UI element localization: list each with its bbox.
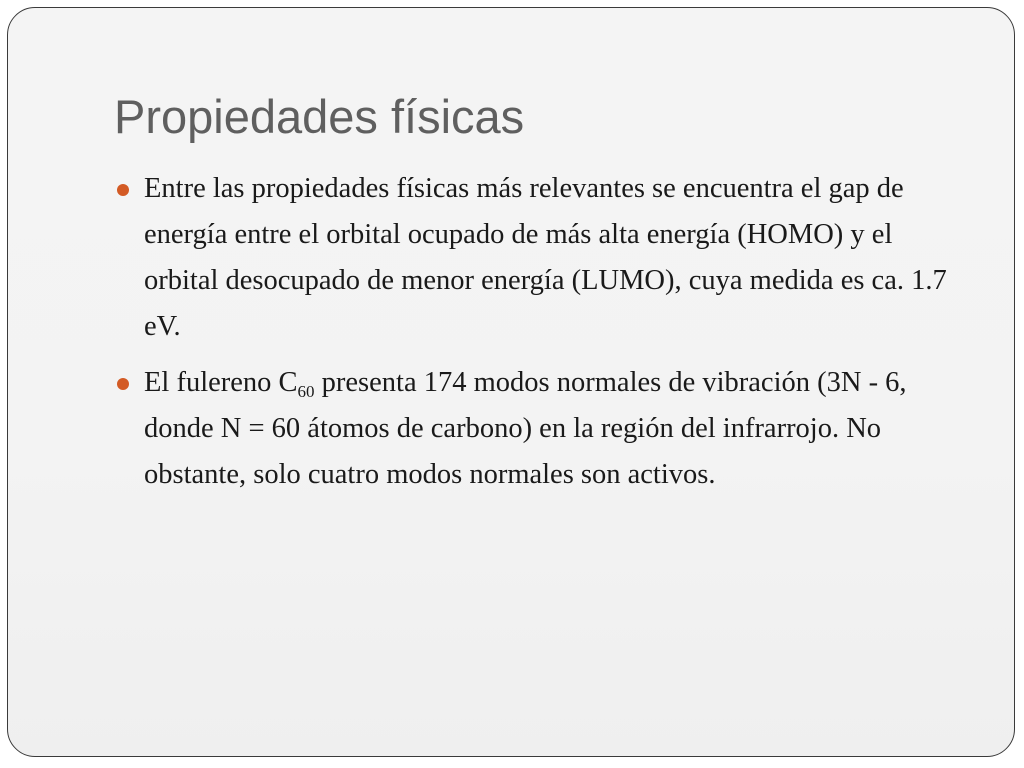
bullet-dot-icon	[117, 184, 129, 196]
bullet-text-vibration-start: El fulereno C	[144, 367, 298, 398]
slide-title: Propiedades físicas	[114, 90, 525, 143]
bullet-item-gap	[117, 166, 947, 350]
bullet-list	[117, 166, 947, 498]
bullet-dot-icon	[117, 378, 129, 390]
bullet-text-gap: Entre las propiedades físicas más relevantes se encuentra el gap de energía entre el orbital ocupado de más alta energía (HOMO) y el orbital desocupado de menor energía (LUMO), cuya medida es ca. 1.7 eV.	[144, 173, 947, 342]
bullet-item-vibration	[117, 360, 947, 498]
bullet-text-vibration-rest: presenta 174 modos normales de vibración (3N - 6, donde N = 60 átomos de carbono) en la región del infrarrojo. No obstante, solo cuatro modos normales son activos.	[144, 367, 907, 490]
fullerene-subscript: 60	[297, 382, 315, 401]
